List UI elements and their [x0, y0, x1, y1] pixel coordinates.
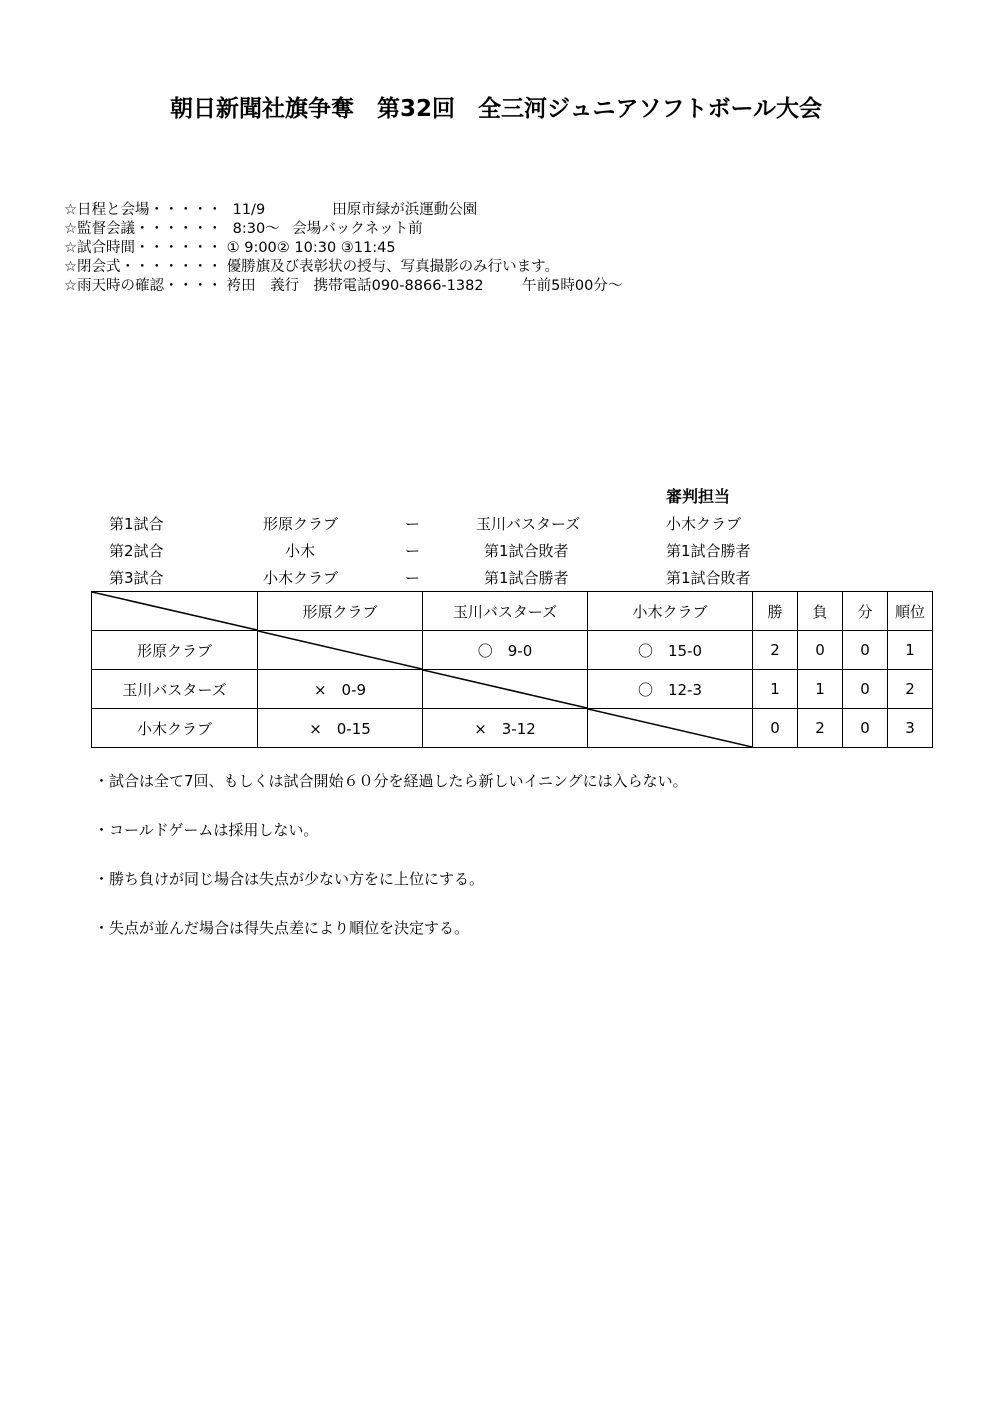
wins: 2 — [753, 631, 798, 670]
match-result: × 3-12 — [423, 709, 588, 748]
draws: 0 — [843, 709, 888, 748]
referee-header: 審判担当 — [666, 487, 731, 506]
rank: 1 — [888, 631, 933, 670]
corner-cell — [92, 592, 258, 631]
column-header: 玉川バスターズ — [423, 592, 588, 631]
game-team1: 小木 — [285, 542, 316, 560]
info-label: ☆日程と会場・・・・・ — [64, 202, 222, 218]
table-row — [92, 709, 933, 748]
game-team2: 玉川バスターズ — [476, 515, 581, 533]
game-schedule — [0, 484, 992, 594]
info-line-game-times — [64, 239, 622, 258]
info-value: 11/9 — [232, 202, 266, 218]
table-header-row — [92, 592, 933, 631]
rule-note: ・試合は全て7回、もしくは試合開始６０分を経過したら新しいイニングには入らない。 — [94, 772, 688, 790]
game-label: 第2試合 — [109, 542, 164, 560]
standings-table — [91, 591, 933, 748]
info-extra: 会場バックネット前 — [292, 221, 423, 237]
page-title: 朝日新聞社旗争奪 第32回 全三河ジュニアソフトボール大会 — [169, 96, 823, 122]
table-row — [92, 670, 933, 709]
game-dash: ー — [405, 569, 421, 587]
self-match-cell — [588, 709, 753, 748]
info-label: ☆監督会議・・・・・・ — [64, 221, 222, 237]
info-extra: 田原市緑が浜運動公園 — [332, 202, 478, 218]
game-label: 第3試合 — [109, 569, 164, 587]
wins: 1 — [753, 670, 798, 709]
info-value: 優勝旗及び表彰状の授与、写真撮影のみ行います。 — [226, 259, 559, 275]
info-label: ☆閉会式・・・・・・・ — [64, 259, 222, 275]
row-team: 小木クラブ — [92, 709, 258, 748]
column-header: 分 — [843, 592, 888, 631]
game-team1: 形原クラブ — [263, 515, 339, 533]
draws: 0 — [843, 631, 888, 670]
info-extra: 午前5時00分～ — [522, 278, 623, 294]
rank: 3 — [888, 709, 933, 748]
losses: 0 — [798, 631, 843, 670]
draws: 0 — [843, 670, 888, 709]
column-header: 形原クラブ — [258, 592, 423, 631]
self-match-cell — [258, 631, 423, 670]
self-match-cell — [423, 670, 588, 709]
wins: 0 — [753, 709, 798, 748]
rank: 2 — [888, 670, 933, 709]
losses: 1 — [798, 670, 843, 709]
row-team: 玉川バスターズ — [92, 670, 258, 709]
info-value: 8:30～ — [232, 221, 280, 237]
info-line-rain-contact — [64, 277, 622, 296]
game-team2: 第1試合敗者 — [484, 542, 569, 560]
info-block — [64, 201, 622, 296]
info-line-closing-ceremony — [64, 258, 622, 277]
match-result: 〇 12-3 — [588, 670, 753, 709]
info-label: ☆雨天時の確認・・・・ — [64, 278, 222, 294]
info-line-managers-meeting — [64, 220, 622, 239]
game-team2: 第1試合勝者 — [484, 569, 569, 587]
rule-note: ・コールドゲームは採用しない。 — [94, 821, 319, 839]
info-line-schedule-venue — [64, 201, 622, 220]
info-value: 袴田 義行 携帯電話090-8866-1382 — [226, 278, 484, 294]
match-result: × 0-15 — [258, 709, 423, 748]
game-referee: 小木クラブ — [666, 515, 742, 533]
game-dash: ー — [405, 515, 421, 533]
column-header: 勝 — [753, 592, 798, 631]
rules-notes — [94, 770, 688, 966]
table-row — [92, 631, 933, 670]
match-result: × 0-9 — [258, 670, 423, 709]
column-header: 小木クラブ — [588, 592, 753, 631]
column-header: 負 — [798, 592, 843, 631]
game-label: 第1試合 — [109, 515, 164, 533]
column-header: 順位 — [888, 592, 933, 631]
info-value: ① 9:00② 10:30 ③11:45 — [226, 240, 396, 256]
rule-note: ・失点が並んだ場合は得失点差により順位を決定する。 — [94, 919, 470, 937]
losses: 2 — [798, 709, 843, 748]
match-result: 〇 9-0 — [423, 631, 588, 670]
rule-note: ・勝ち負けが同じ場合は失点が少ない方をに上位にする。 — [94, 870, 485, 888]
game-dash: ー — [405, 542, 421, 560]
match-result: 〇 15-0 — [588, 631, 753, 670]
info-label: ☆試合時間・・・・・・ — [64, 240, 222, 256]
row-team: 形原クラブ — [92, 631, 258, 670]
game-referee: 第1試合勝者 — [666, 542, 751, 560]
game-referee: 第1試合敗者 — [666, 569, 751, 587]
game-team1: 小木クラブ — [263, 569, 339, 587]
